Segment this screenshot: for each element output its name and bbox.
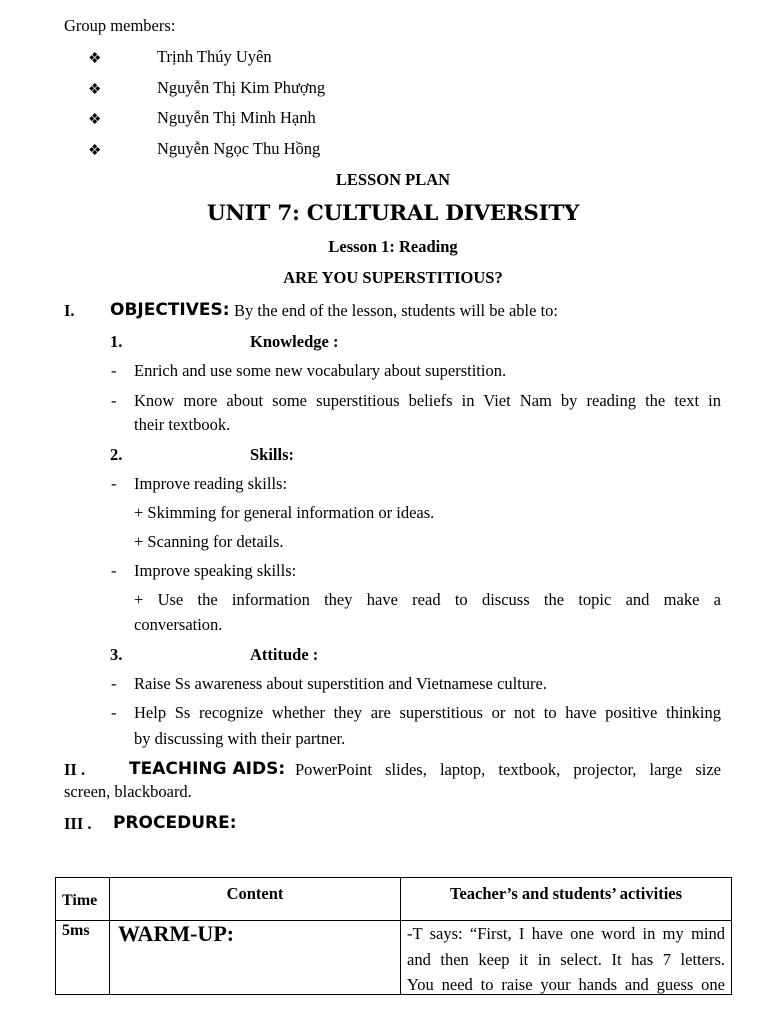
dash-bullet: - bbox=[111, 561, 117, 580]
unit-title: UNIT 7: CULTURAL DIVERSITY bbox=[206, 201, 580, 226]
objectives-intro: By the end of the lesson, students will be able to: bbox=[234, 301, 558, 320]
skills-skimming: + Skimming for general information or ideas. bbox=[134, 503, 435, 522]
section-numeral-1: I. bbox=[64, 301, 75, 320]
procedure-heading: PROCEDURE: bbox=[113, 813, 237, 833]
section-numeral-2: II . bbox=[64, 760, 86, 779]
table-header-time: Time bbox=[62, 892, 98, 909]
table-header-content: Content bbox=[226, 884, 284, 903]
group-member-1: Trịnh Thúy Uyên bbox=[157, 47, 272, 66]
dash-bullet: - bbox=[111, 361, 117, 380]
teaching-aids-heading: TEACHING AIDS: bbox=[129, 759, 286, 779]
diamond-bullet-icon: ❖ bbox=[88, 51, 102, 67]
dash-bullet: - bbox=[111, 674, 117, 693]
skills-scanning: + Scanning for details. bbox=[134, 532, 284, 551]
knowledge-item-2-cont: their textbook. bbox=[134, 415, 231, 434]
skills-speaking: Improve speaking skills: bbox=[134, 561, 297, 580]
skills-heading: Skills: bbox=[250, 445, 295, 464]
knowledge-item-2: Know more about some superstitious beliefs in Viet Nam by reading the text in bbox=[134, 391, 721, 410]
section-numeral-3: III . bbox=[64, 814, 92, 833]
group-member-2: Nguyễn Thị Kim Phượng bbox=[157, 78, 326, 97]
teaching-aids-list: PowerPoint slides, laptop, textbook, projector, large size bbox=[295, 760, 721, 779]
skills-use-info-cont: conversation. bbox=[134, 615, 223, 634]
group-member-4: Nguyễn Ngọc Thu Hồng bbox=[157, 139, 321, 158]
dash-bullet: - bbox=[111, 391, 117, 410]
attitude-item-2: Help Ss recognize whether they are superstitious or not to have positive thinking bbox=[134, 703, 721, 722]
attitude-item-2-cont: by discussing with their partner. bbox=[134, 729, 346, 748]
table-header-activities: Teacher’s and students’ activities bbox=[449, 884, 683, 903]
attitude-heading: Attitude : bbox=[250, 645, 319, 664]
table-cell-activity-line: and then keep it in select. It has 7 letters. bbox=[407, 950, 725, 969]
diamond-bullet-icon: ❖ bbox=[88, 82, 102, 98]
group-members-label: Group members: bbox=[64, 16, 176, 35]
dash-bullet: - bbox=[111, 474, 117, 493]
knowledge-number: 1. bbox=[110, 332, 123, 351]
teaching-aids-list-cont: screen, blackboard. bbox=[64, 782, 192, 801]
dash-bullet: - bbox=[111, 703, 117, 722]
table-cell-time: 5ms bbox=[62, 922, 90, 939]
attitude-number: 3. bbox=[110, 645, 123, 664]
skills-use-info: + Use the information they have read to discuss the topic and make a bbox=[134, 590, 721, 609]
diamond-bullet-icon: ❖ bbox=[88, 112, 102, 128]
diamond-bullet-icon: ❖ bbox=[88, 143, 102, 159]
procedure-table bbox=[55, 877, 732, 995]
table-cell-activity-line: -T says: “First, I have one word in my mind bbox=[407, 924, 725, 943]
knowledge-item-1: Enrich and use some new vocabulary about superstition. bbox=[134, 361, 507, 380]
lesson-subtitle: Lesson 1: Reading bbox=[328, 237, 458, 256]
attitude-item-1: Raise Ss awareness about superstition and Vietnamese culture. bbox=[134, 674, 547, 693]
objectives-heading: OBJECTIVES: bbox=[110, 300, 230, 320]
table-cell-activity-line: You need to raise your hands and guess one bbox=[407, 975, 725, 994]
skills-reading: Improve reading skills: bbox=[134, 474, 288, 493]
topic-title: ARE YOU SUPERSTITIOUS? bbox=[283, 268, 503, 287]
skills-number: 2. bbox=[110, 445, 123, 464]
group-member-3: Nguyễn Thị Minh Hạnh bbox=[157, 108, 316, 127]
table-cell-content: WARM-UP: bbox=[118, 921, 235, 946]
lesson-plan-title: LESSON PLAN bbox=[335, 170, 451, 189]
knowledge-heading: Knowledge : bbox=[250, 332, 339, 351]
